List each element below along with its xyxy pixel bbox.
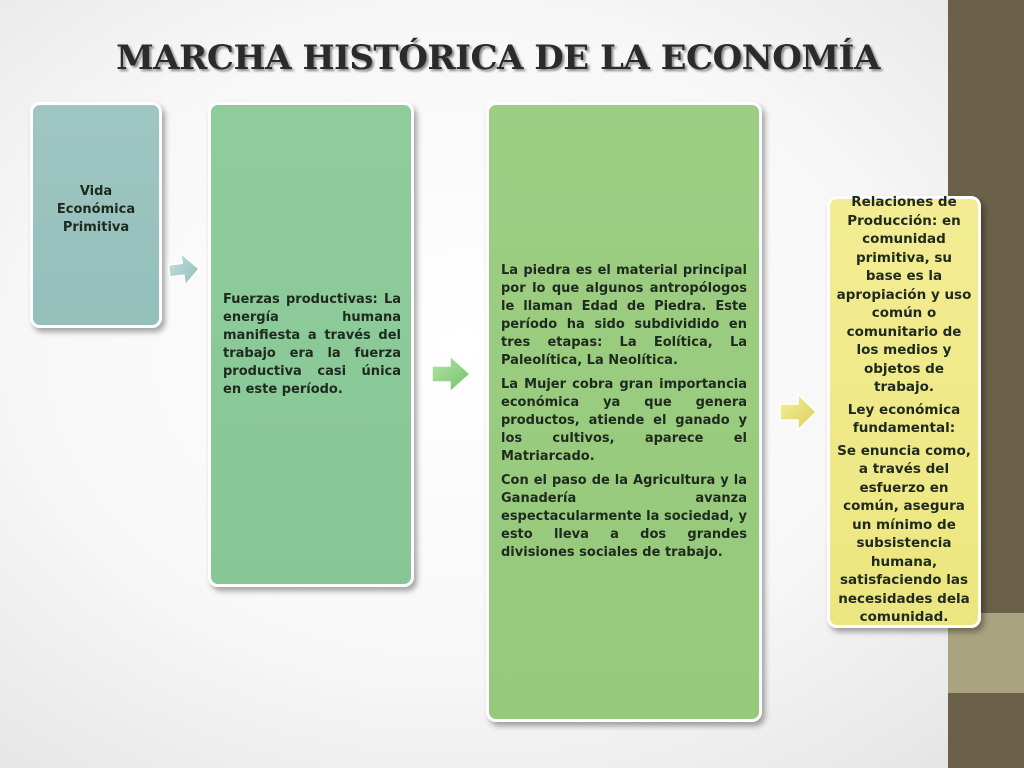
- box-production-relations: [827, 196, 981, 628]
- box-primitive-economy-text: Vida Económica Primitiva: [56, 184, 136, 235]
- arrow-1-icon: [167, 251, 201, 287]
- box-stone-age: [486, 102, 762, 722]
- box-production-relations-paragraph-2: Ley económica fundamental:: [847, 401, 961, 437]
- arrow-3-icon: [778, 392, 818, 432]
- box-primitive-economy: [30, 102, 162, 328]
- box-stone-age-paragraph-3: Con el paso de la Agricultura y la Ganadería avanza espectacularmente la sociedad, y esto lleva a dos grandes divisiones sociales de trabajo.: [501, 473, 747, 560]
- box-production-relations-paragraph-1: Relaciones de Producción: en comunidad primitiva, su base es la apropiación y uso común o comunitario de los medios y objetos de trabajo.: [836, 194, 972, 396]
- box-productive-forces-text: Fuerzas productivas: La energía humana manifiesta a través del trabajo era la fuerza productiva casi única en este período.: [223, 291, 401, 397]
- box-stone-age-paragraph-2: La Mujer cobra gran importancia económica ya que genera productos, atiende el ganado y los cultivos, aparece el Matriarcado.: [501, 377, 747, 464]
- page-title: MARCHA HISTÓRICA DE LA ECONOMÍA: [116, 38, 880, 78]
- box-stone-age-paragraph-1: La piedra es el material principal por lo que algunos antropólogos le llaman Edad de Piedra. Este período ha sido subdividido en tres etapas: La Eolítica, La Paleolítica, La Neolítica.: [501, 263, 747, 368]
- box-productive-forces: [208, 102, 414, 587]
- arrow-2-icon: [430, 354, 472, 394]
- box-production-relations-paragraph-3: Se enuncia como, a través del esfuerzo en común, asegura un mínimo de subsistencia humana, satisfaciendo las necesidades dela comunidad.: [837, 442, 971, 626]
